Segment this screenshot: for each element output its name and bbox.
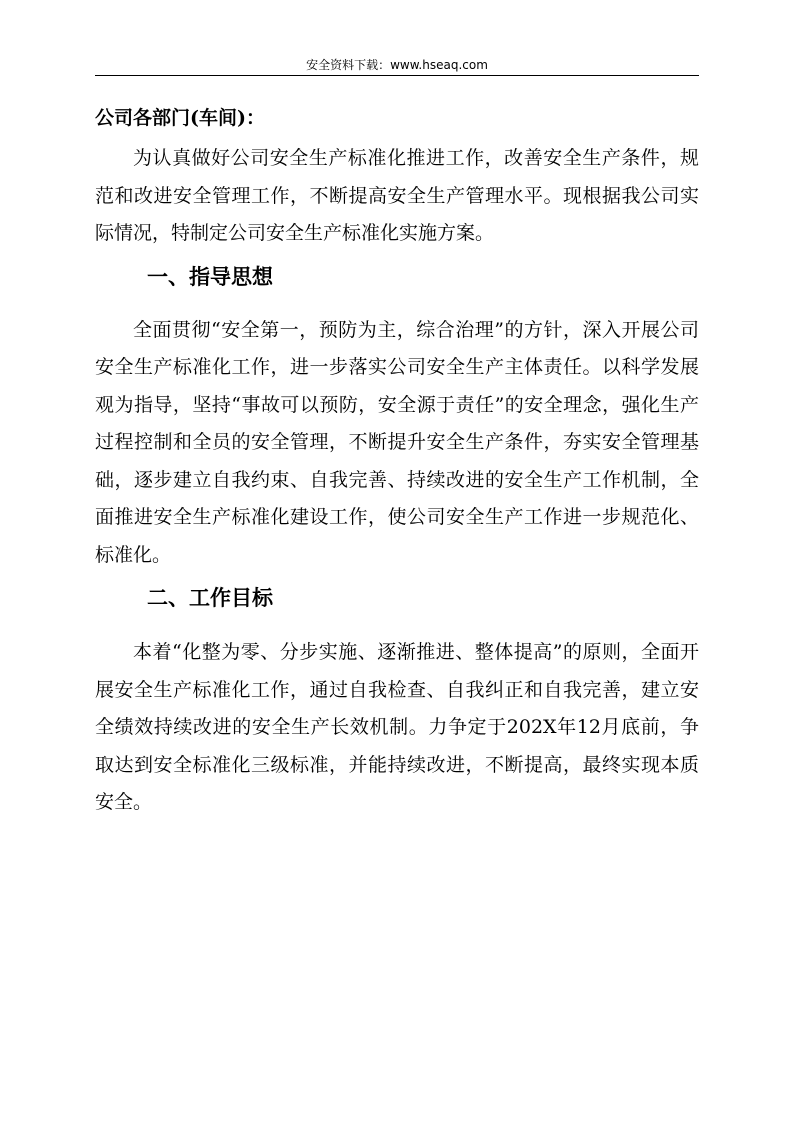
section-title-guiding-ideology: 一、指导思想 [147, 264, 273, 289]
section-body-guiding-ideology: 全面贯彻“安全第一，预防为主，综合治理”的方针，深入开展公司安全生产标准化工作，进一步落实公司安全生产主体责任。以科学发展观为指导，坚持“事故可以预防，安全源于责任”的安全理念，强化生产过程控制和全员的安全管理，不断提升安全生产条件，夯实安全管理基础，逐步建立自我约束、自我完善、持续改进的安全生产工作机制，全面推进安全生产标准化建设工作，使公司安全生产工作进一步规范化、标准化。 [95, 318, 699, 566]
salutation: 公司各部门(车间)： [95, 107, 265, 129]
intro-paragraph: 为认真做好公司安全生产标准化推进工作，改善安全生产条件，规范和改进安全管理工作，不断提高安全生产管理水平。现根据我公司实际情况，特制定公司安全生产标准化实施方案。 [95, 147, 699, 244]
section-body-work-goals: 本着“化整为零、分步实施、逐渐推进、整体提高”的原则，全面开展安全生产标准化工作，通过自我检查、自我纠正和自我完善，建立安全绩效持续改进的安全生产长效机制。力争定于202X年12月底前，争取达到安全标准化三级标准，并能持续改进，不断提高，最终实现本质安全。 [95, 641, 699, 813]
header-divider [95, 75, 699, 76]
page-header: 安全资料下载：www.hseaq.com [306, 58, 488, 72]
section-title-work-goals: 二、工作目标 [147, 586, 273, 610]
document-body [95, 100, 699, 822]
